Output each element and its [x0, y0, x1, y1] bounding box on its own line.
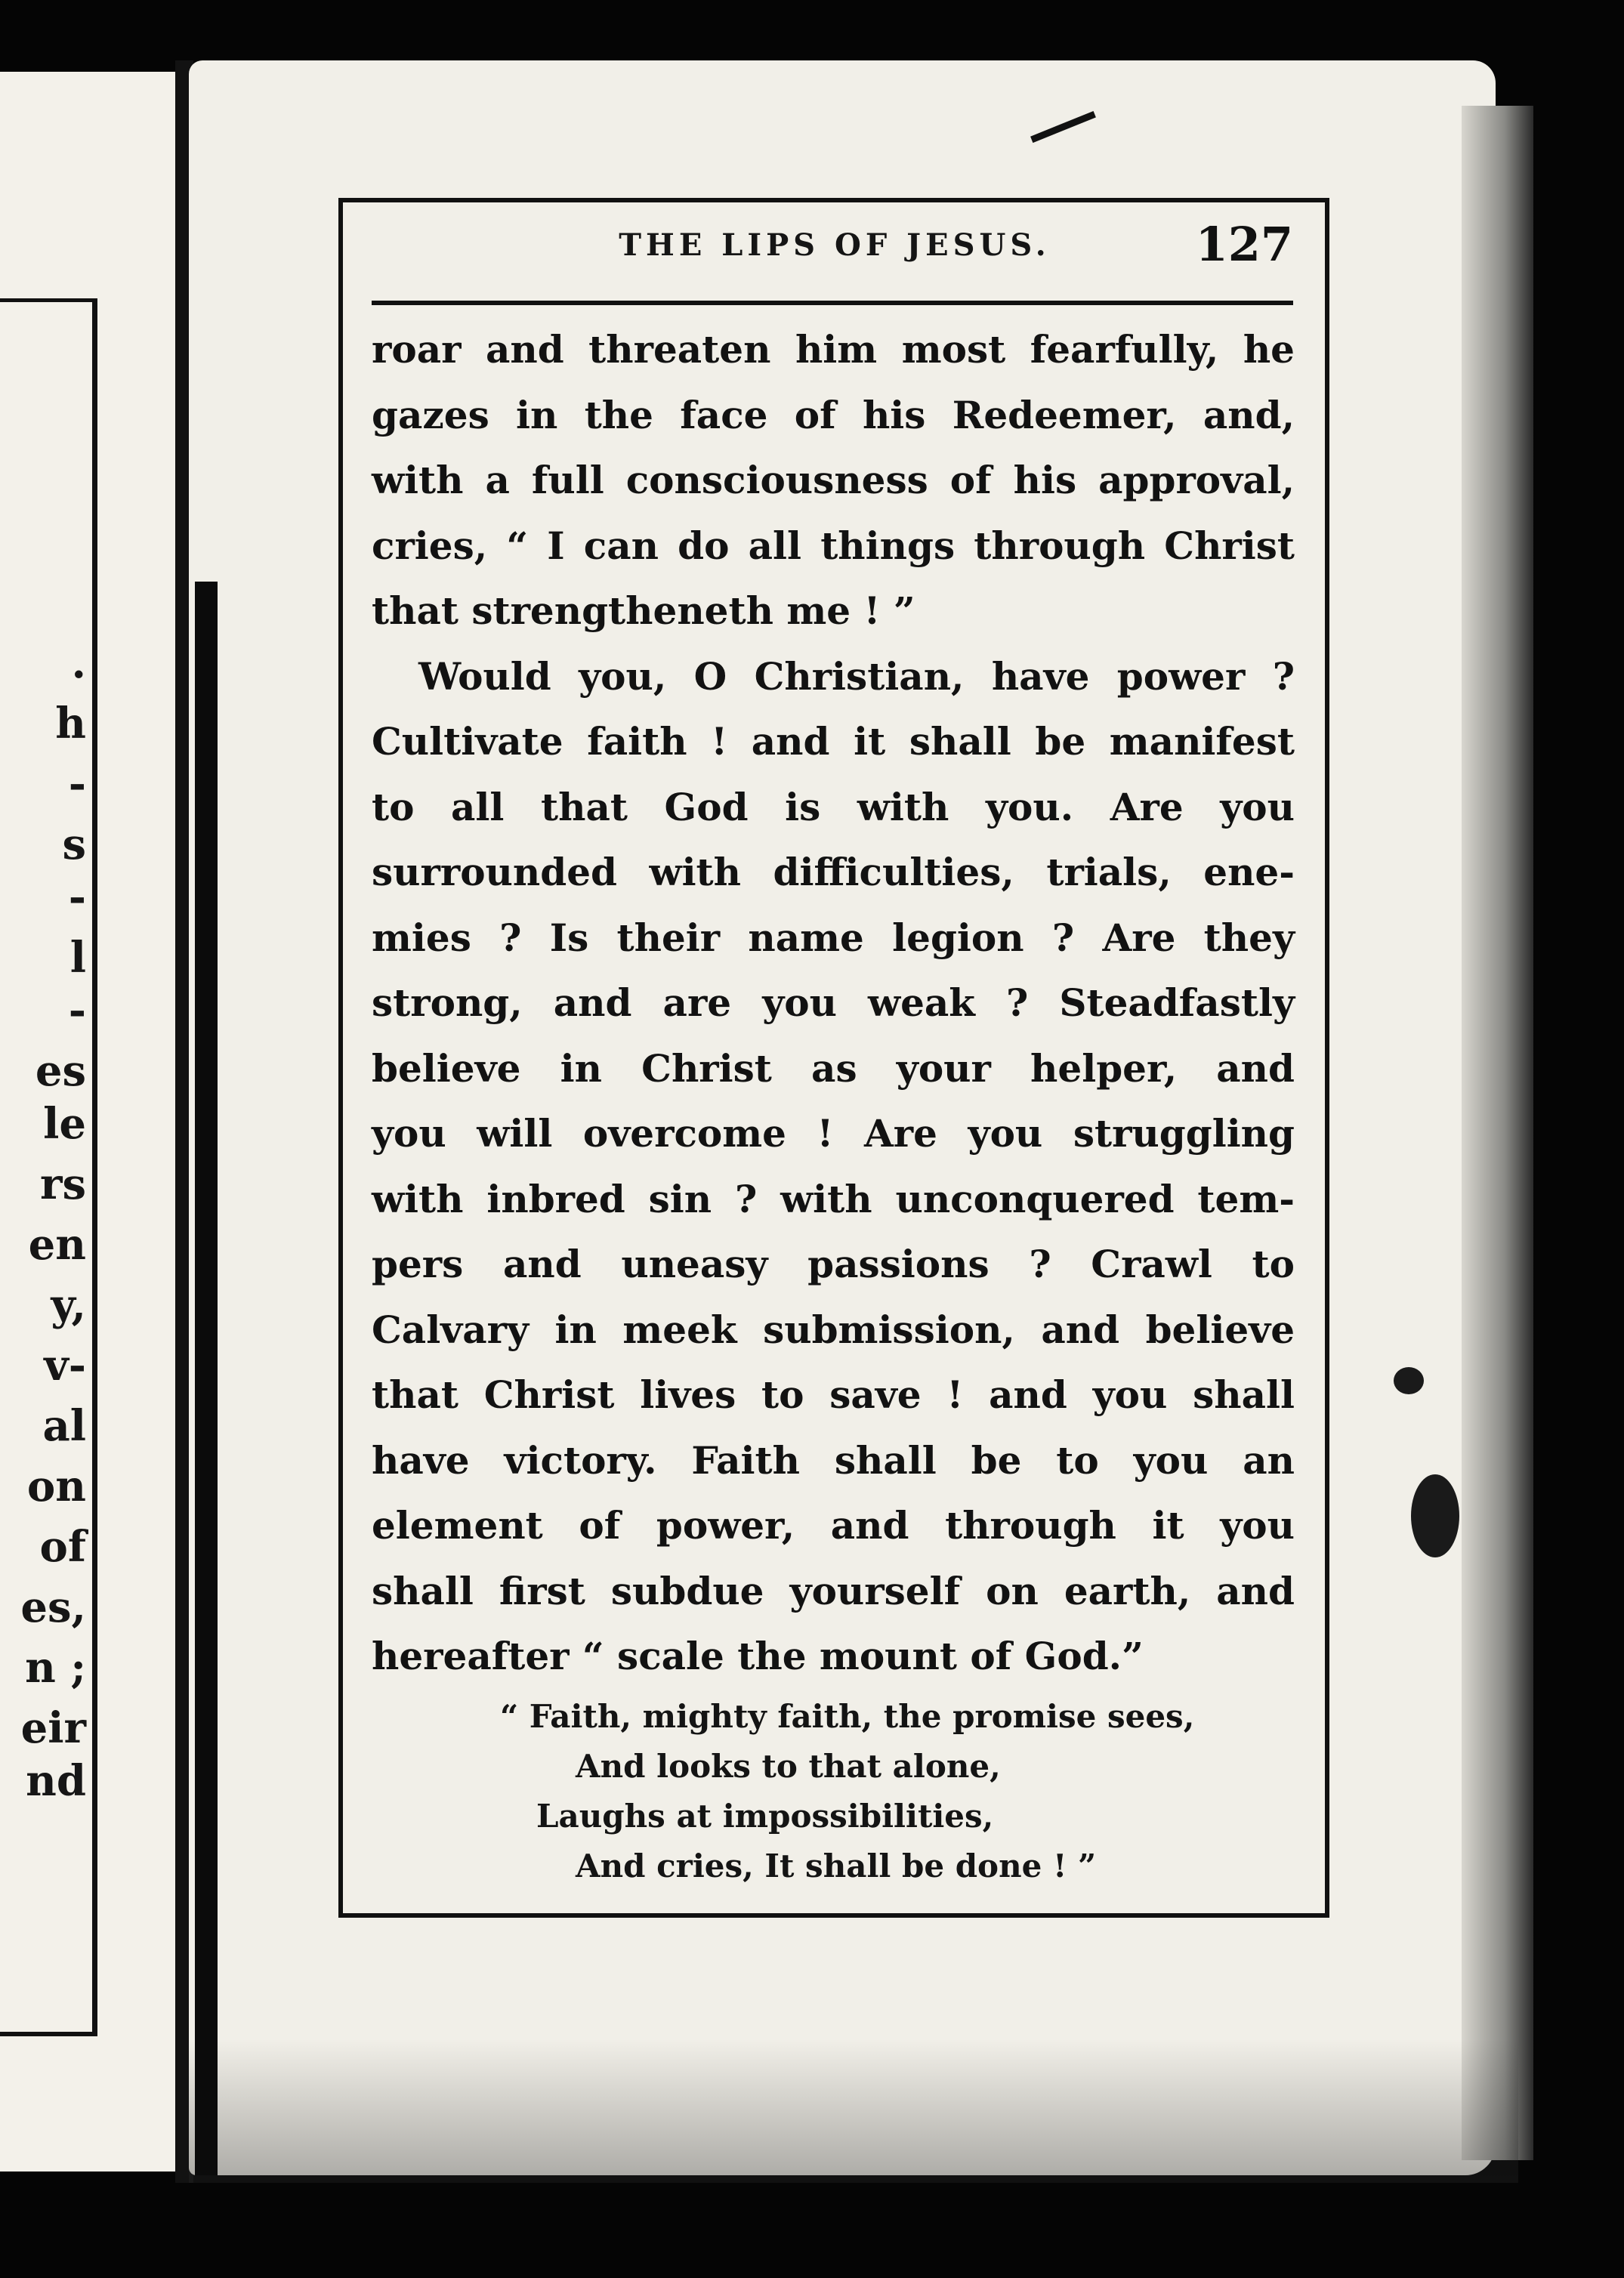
page-bottom-shadow: [189, 2039, 1518, 2183]
verse-line: And cries, It shall be done ! ”: [576, 1847, 1097, 1884]
left-page-fragment-text: y,: [51, 1280, 86, 1330]
body-text: [372, 317, 1295, 1690]
text-line: that strengtheneth me ! ”: [372, 588, 915, 633]
left-page-fragment-text: -: [68, 986, 86, 1036]
text-line: roar and threaten him most fearfully, he: [372, 327, 1295, 372]
verse-line: And looks to that alone,: [576, 1748, 1001, 1785]
gutter-binding-line: [195, 582, 218, 2175]
text-line: with inbred sin ? with unconquered tem-: [372, 1176, 1295, 1221]
running-head: [370, 217, 1299, 283]
text-line: surrounded with difficulties, trials, ene-: [372, 850, 1295, 894]
header-rule: [372, 301, 1293, 305]
page-edge-shadow: [1462, 106, 1533, 2160]
left-page-fragment-text: n ;: [25, 1643, 86, 1693]
page-number: 127: [1195, 217, 1293, 272]
text-line: hereafter “ scale the mount of God.”: [372, 1634, 1144, 1678]
left-page-fragment-text: v-: [44, 1341, 86, 1391]
text-line: believe in Christ as your helper, and: [372, 1045, 1295, 1091]
text-line: have victory. Faith shall be to you an: [372, 1437, 1295, 1483]
left-page-fragment-text: l: [69, 933, 86, 983]
left-page-fragment-text: rs: [39, 1159, 86, 1209]
text-line: you will overcome ! Are you struggling: [372, 1111, 1295, 1156]
ink-stain: [1411, 1474, 1459, 1557]
left-page-fragment-text: on: [26, 1462, 86, 1511]
left-page-fragment-text: en: [28, 1220, 86, 1270]
text-line: with a full consciousness of his approval,: [372, 458, 1295, 502]
text-line: cries, “ I can do all things through Christ: [372, 523, 1295, 568]
text-line: element of power, and through it you: [372, 1503, 1295, 1548]
text-line: pers and uneasy passions ? Crawl to: [372, 1242, 1295, 1286]
text-line: Would you, O Christian, have power ?: [418, 653, 1295, 699]
verse-quotation: [372, 1692, 1295, 1891]
left-page-fragment-text: of: [39, 1522, 86, 1572]
left-page-fragment-text: eir: [20, 1703, 86, 1753]
running-head-title: THE LIPS OF JESUS.: [619, 227, 1051, 263]
left-page-fragment-text: nd: [26, 1756, 86, 1806]
text-line: gazes in the face of his Redeemer, and,: [372, 392, 1295, 437]
text-line: shall first subdue yourself on earth, and: [372, 1568, 1295, 1613]
text-line: Calvary in meek submission, and believe: [372, 1307, 1295, 1352]
left-page-fragment-text: al: [42, 1401, 86, 1451]
left-page-fragment-text: es,: [20, 1582, 86, 1632]
verse-line: Laughs at impossibilities,: [536, 1798, 994, 1835]
text-line: mies ? Is their name legion ? Are they: [372, 915, 1295, 960]
left-page-fragment: [0, 72, 175, 2172]
left-page-fragment-text: es: [35, 1046, 86, 1096]
left-page-fragment-text: s: [62, 820, 86, 869]
text-line: to all that God is with you. Are you: [372, 784, 1295, 829]
left-page-fragment-text: le: [43, 1099, 86, 1149]
left-page-fragment-text: .: [71, 638, 86, 688]
left-page-fragment-text: -: [68, 759, 86, 809]
text-line: strong, and are you weak ? Steadfastly: [372, 980, 1295, 1025]
text-line: that Christ lives to save ! and you shall: [372, 1372, 1295, 1417]
verse-line: “ Faith, mighty faith, the promise sees,: [500, 1698, 1195, 1735]
left-page-fragment-text: h: [55, 699, 86, 749]
left-page-fragment-text: -: [68, 872, 86, 922]
text-line: Cultivate faith ! and it shall be manifest: [372, 719, 1295, 764]
ink-stain: [1394, 1367, 1424, 1394]
